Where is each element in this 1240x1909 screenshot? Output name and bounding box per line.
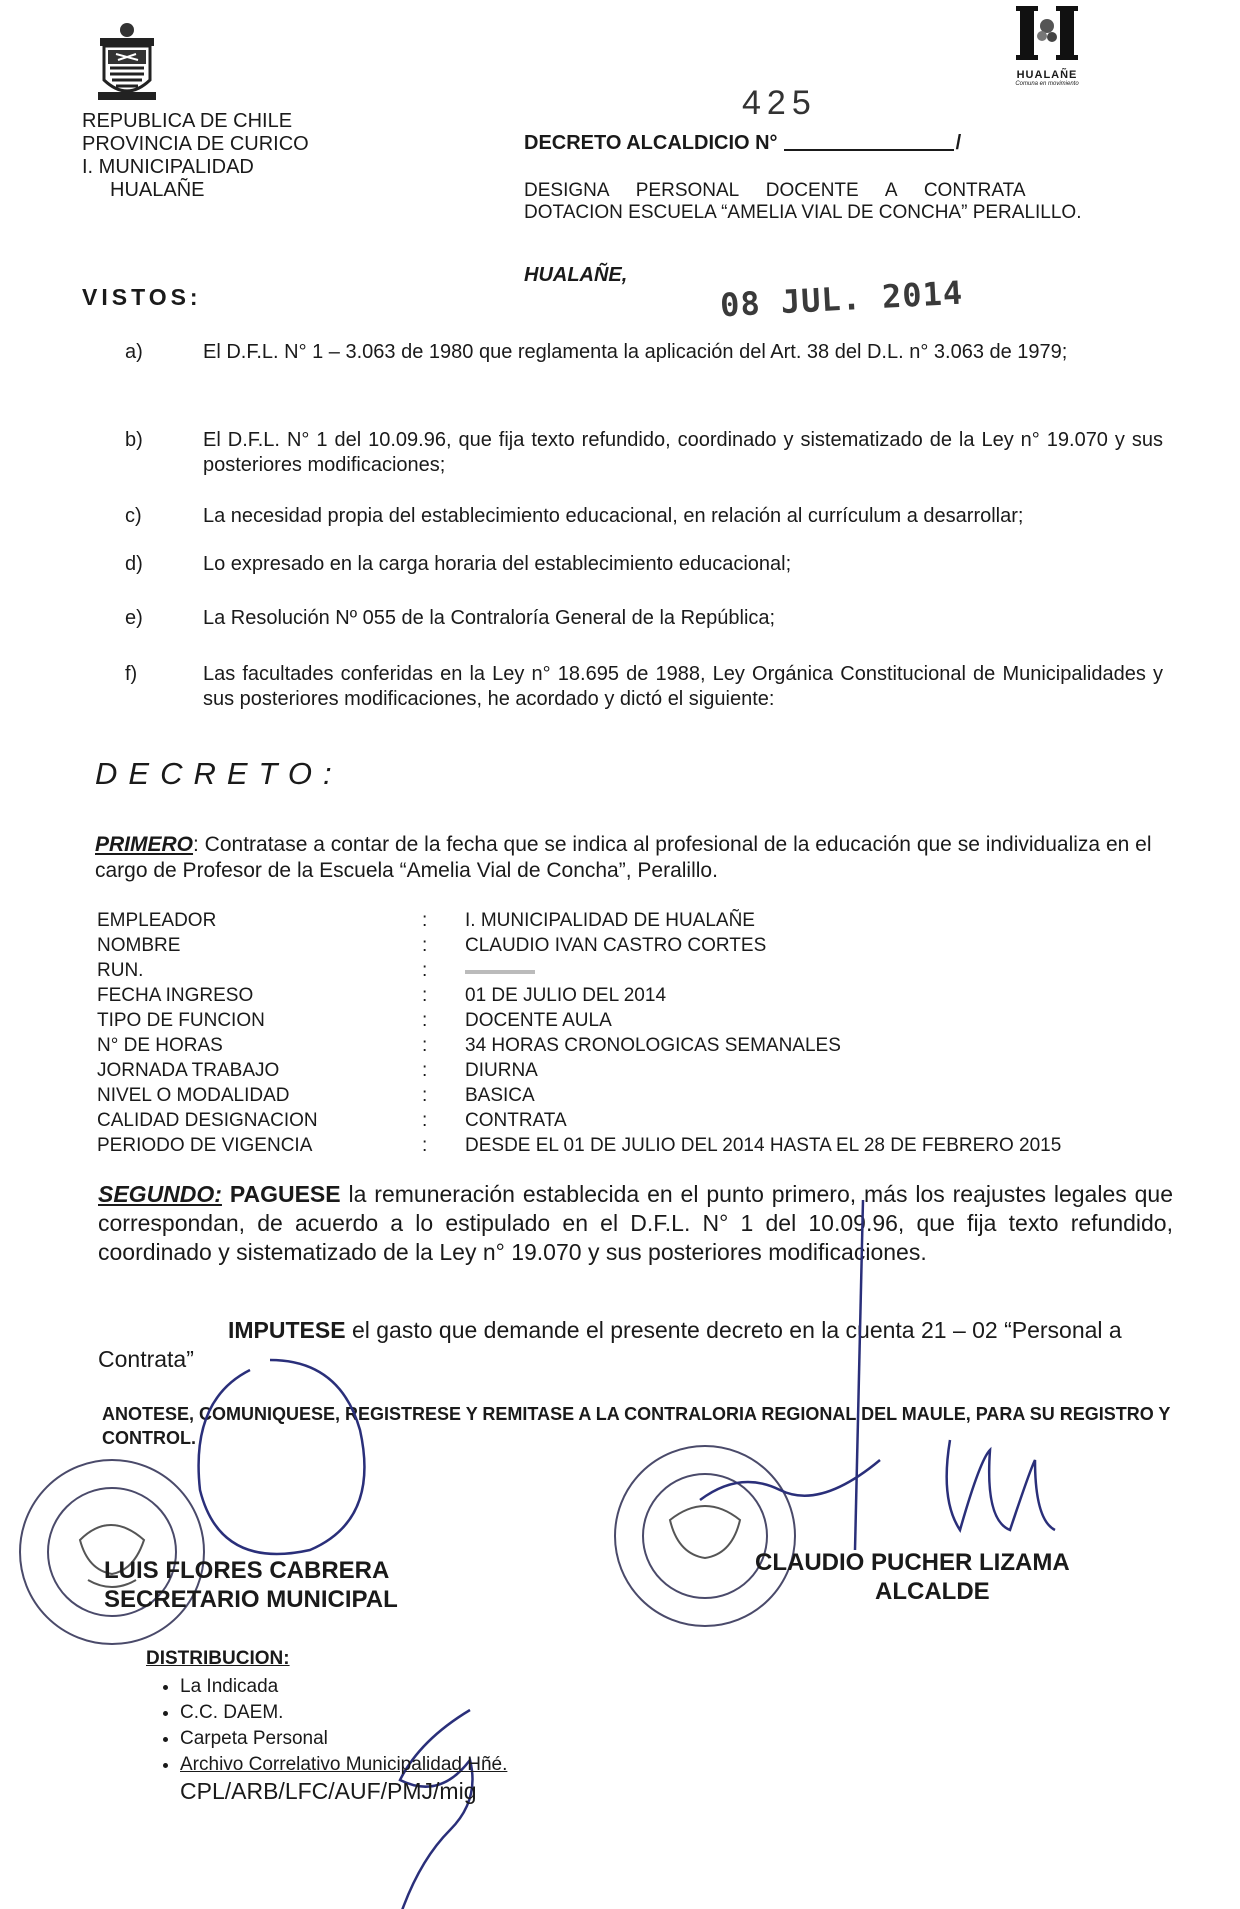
field-colon: : [422, 960, 428, 981]
field-row [97, 1135, 1197, 1160]
secretary-title: SECRETARIO MUNICIPAL [104, 1586, 398, 1613]
field-value: DOCENTE AULA [465, 1010, 612, 1031]
province-line: PROVINCIA DE CURICO [82, 133, 309, 155]
field-row [97, 1110, 1197, 1135]
list-item: • La Indicada [180, 1674, 507, 1700]
secretary-signature-block [104, 1556, 398, 1614]
mayor-signature-block [755, 1548, 1070, 1606]
republic-line: REPUBLICA DE CHILE [82, 110, 293, 132]
field-colon: : [422, 1060, 428, 1081]
field-colon: : [422, 1085, 428, 1106]
segundo-text: la remuneración establecida en el punto primero, más los reajustes legales que correspondan, de acuerdo a lo estipulado en el D.F.L. N° 1 del 10.09.96, que fija texto refundido, coordinado y sistematizado de la Ley n° 19.070 y sus posteriores modificaciones. [98, 1181, 1173, 1265]
field-label: RUN. [97, 960, 144, 981]
segundo-label: SEGUNDO: [98, 1181, 222, 1207]
field-value: DIURNA [465, 1060, 538, 1081]
run-redacted [465, 970, 535, 974]
field-value: BASICA [465, 1085, 535, 1106]
field-label: N° DE HORAS [97, 1035, 223, 1056]
vistos-item-text: Lo expresado en la carga horaria del establecimiento educacional; [203, 553, 792, 575]
reference-initials: CPL/ARB/LFC/AUF/PMJ/mig [180, 1778, 477, 1804]
mayor-title: ALCALDE [875, 1578, 990, 1605]
field-label: TIPO DE FUNCION [97, 1010, 265, 1031]
field-colon: : [422, 1135, 428, 1156]
primero-paragraph [95, 832, 1165, 884]
primero-text: : Contratase a contar de la fecha que se indica al profesional de la educación que se individualiza en el cargo de Profesor de la Escuela “Amelia Vial de Concha”, Peralillo. [95, 833, 1152, 882]
imputese-keyword: IMPUTESE [228, 1317, 346, 1343]
field-row [97, 910, 1197, 935]
decree-number-blank [784, 149, 954, 151]
distribution-list [146, 1674, 507, 1778]
field-row [97, 1035, 1197, 1060]
issuer-block [82, 110, 309, 202]
vistos-item-text: La necesidad propia del establecimiento educacional, en relación al currículum a desarrollar; [203, 505, 1024, 527]
vistos-item-letter: f) [125, 663, 138, 685]
hualane-logo [1006, 4, 1088, 87]
field-colon: : [422, 1010, 428, 1031]
distribution-title: DISTRIBUCION: [146, 1648, 290, 1669]
field-value: 01 DE JULIO DEL 2014 [465, 985, 667, 1006]
vistos-item-text: La Resolución Nº 055 de la Contraloría General de la República; [203, 607, 776, 629]
field-label: CALIDAD DESIGNACION [97, 1110, 318, 1131]
date-stamp: 08 JUL. 2014 [719, 273, 965, 325]
imputese-text: el gasto que demande el presente decreto en la cuenta 21 – 02 “Personal a Contrata” [98, 1317, 1122, 1372]
decree-subject [524, 180, 1094, 224]
segundo-keyword: PAGUESE [229, 1181, 341, 1207]
commune-line: HUALAÑE [110, 179, 205, 201]
field-row [97, 1060, 1197, 1085]
field-row [97, 960, 1197, 985]
vistos-item-text: Las facultades conferidas en la Ley n° 18.695 de 1988, Ley Orgánica Constitucional de Municipalidades y sus posteriores modificaciones, he acordado y dictó el siguiente: [203, 663, 1163, 710]
vistos-item-letter: a) [125, 341, 143, 363]
field-value: 34 HORAS CRONOLOGICAS SEMANALES [465, 1035, 841, 1056]
vistos-item-letter: c) [125, 505, 142, 527]
logo-tagline: Comuna en movimiento [1015, 81, 1079, 87]
primero-label: PRIMERO [95, 833, 194, 856]
field-label: NOMBRE [97, 935, 181, 956]
list-item: • Archivo Correlativo Municipalidad Hñé. [180, 1752, 507, 1778]
decree-label: DECRETO ALCALDICIO N° [524, 132, 778, 154]
municipality-line: I. MUNICIPALIDAD [82, 156, 254, 178]
field-value: CONTRATA [465, 1110, 567, 1131]
field-row [97, 985, 1197, 1010]
field-label: PERIODO DE VIGENCIA [97, 1135, 313, 1156]
imputese-paragraph [98, 1316, 1173, 1374]
place-label: HUALAÑE, [524, 264, 628, 286]
chile-coat-of-arms-icon [96, 20, 158, 104]
vistos-item-text: El D.F.L. N° 1 del 10.09.96, que fija texto refundido, coordinado y sistematizado de la Ley n° 19.070 y sus posteriores modificaciones; [203, 429, 1163, 476]
field-value: I. MUNICIPALIDAD DE HUALAÑE [465, 910, 755, 931]
field-label: NIVEL O MODALIDAD [97, 1085, 290, 1106]
subject-line-1: DESIGNA PERSONAL DOCENTE A CONTRATA [524, 180, 1026, 201]
field-label: JORNADA TRABAJO [97, 1060, 280, 1081]
field-value: DESDE EL 01 DE JULIO DEL 2014 HASTA EL 28 DE FEBRERO 2015 [465, 1135, 1062, 1156]
secretary-name: LUIS FLORES CABRERA [104, 1557, 390, 1584]
list-item: • C.C. DAEM. [180, 1700, 507, 1726]
anotese-paragraph: ANOTESE, COMUNIQUESE, REGISTRESE Y REMITASE A LA CONTRALORIA REGIONAL DEL MAULE, PARA SU REGISTRO Y CONTROL. [102, 1404, 1171, 1448]
segundo-paragraph [98, 1180, 1173, 1267]
field-label: FECHA INGRESO [97, 985, 254, 1006]
list-item: • Carpeta Personal [180, 1726, 507, 1752]
vistos-title: VISTOS: [82, 284, 202, 310]
logo-text: HUALAÑE [1016, 69, 1078, 81]
field-value: CLAUDIO IVAN CASTRO CORTES [465, 935, 767, 956]
decreto-title: DECRETO: [95, 756, 343, 791]
stamp-number: 425 [742, 84, 817, 122]
decree-number-line [524, 132, 961, 155]
vistos-item-text: El D.F.L. N° 1 – 3.063 de 1980 que reglamenta la aplicación del Art. 38 del D.L. n° 3.063 de 1979; [203, 341, 1068, 363]
distribution-block [146, 1646, 507, 1778]
field-row [97, 1085, 1197, 1110]
field-row [97, 1010, 1197, 1035]
subject-line-2: DOTACION ESCUELA “AMELIA VIAL DE CONCHA” PERALILLO. [524, 202, 1082, 223]
field-colon: : [422, 910, 428, 931]
field-label: EMPLEADOR [97, 910, 217, 931]
field-row [97, 935, 1197, 960]
vistos-item-letter: d) [125, 553, 143, 575]
decree-slash: / [955, 132, 962, 154]
vistos-item-letter: b) [125, 429, 143, 451]
field-colon: : [422, 1035, 428, 1056]
field-colon: : [422, 1110, 428, 1131]
employee-fields [97, 910, 1197, 1160]
hualane-h-logo-icon [1006, 4, 1088, 64]
field-colon: : [422, 985, 428, 1006]
mayor-name: CLAUDIO PUCHER LIZAMA [755, 1549, 1070, 1576]
vistos-item-letter: e) [125, 607, 143, 629]
left-seal [20, 1460, 204, 1644]
field-colon: : [422, 935, 428, 956]
